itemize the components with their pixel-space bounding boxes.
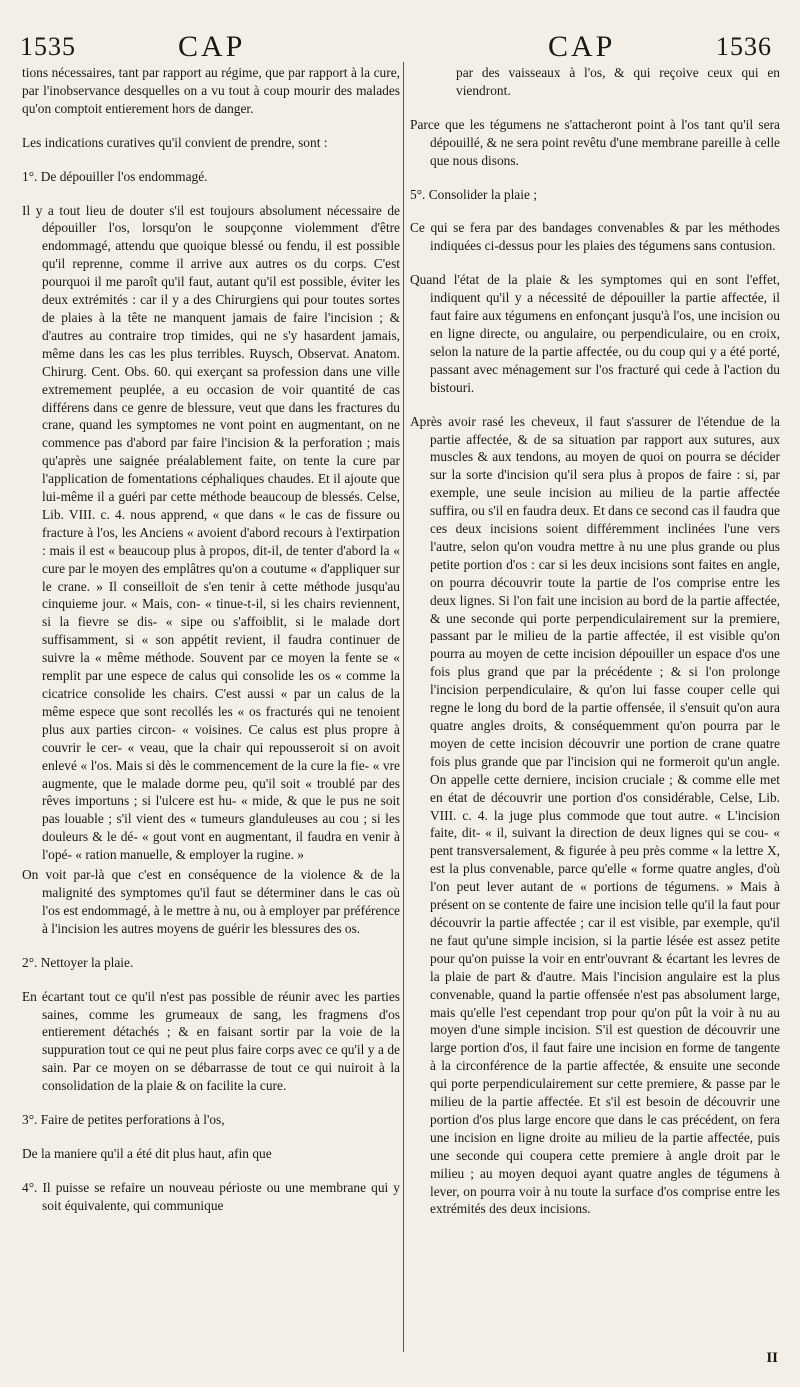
paragraph: On voit par-là que c'est en conséquence de la violence & de la malignité des symptomes qu'il faut se déterminer dans le cas où l'os est endommagé, à le mettre à nu, ou à employer par préférence à l'incision les autres moyens de guérir les blessures des os. (22, 867, 400, 936)
section-heading: 4°. Il puisse se refaire un nouveau périoste ou une membrane qui y soit équivalente, qui communique (22, 1179, 400, 1213)
section-heading: 2°. Nettoyer la plaie. (22, 954, 134, 970)
left-column (22, 64, 400, 1225)
paragraph: Quand l'état de la plaie & les symptomes qui en sont l'effet, indiquent qu'il y a nécessité de dépouiller la partie affectée, il faut faire aux tégumens en enfonçant jusqu'à l'os, une incision ou en ligne directe, ou angulaire, ou perpendiculaire, ou en croix, selon la nature de la partie affectée, ou du coup qui y a été porté, passant avec ménagement sur l'os fracturé qui cede à l'action du bistouri. (410, 272, 780, 395)
paragraph: tions nécessaires, tant par rapport au régime, que par rapport à la cure, par l'inobservance desquelles on a vu tout à coup mourir des malades qu'on comptoit entierement hors de danger. (22, 65, 400, 116)
paragraph: En écartant tout ce qu'il n'est pas possible de réunir avec les parties saines, comme les grumeaux de sang, les fragmens d'os entierement détachés ; & en faisant sortir par la voie de la suppuration tout ce qui ne peut plus faire corps avec ce qu'il y a de sain. Par ce moyen on se débarrasse de tout ce qui nuiroit à la consolidation de la plaie & on facilite la cure. (22, 988, 400, 1094)
section-heading: 1°. De dépouiller l'os endommagé. (22, 168, 208, 184)
paragraph: par des vaisseaux à l'os, & qui reçoive ceux qui en viendront. (456, 65, 780, 98)
right-column (410, 64, 780, 1228)
paragraph: Les indications curatives qu'il convient de prendre, sont : (22, 134, 328, 150)
right-running-head: CAP (548, 30, 616, 63)
right-page-number: 1536 (716, 32, 772, 61)
paragraph: Il y a tout lieu de douter s'il est toujours absolument nécessaire de dépouiller l'os, lorsqu'on le soupçonne violemment d'être endommagé, attendu que quoique blessé ou fendu, il est possible qu'il reprenne, comme il arrive aux autres os du corps. C'est pourquoi il me paroît qu'il faut, autant qu'il est possible, éviter les deux extrémités : car il y a des Chirurgiens qui pour toutes sortes de plaies à la tête ne manquent jamais de faire l'incision ; & d'autres au contraire trop timides, qui ne s'y hasardent jamais, même dans les cas les plus terribles. Ruysch, Observat. Anatom. Chirurg. Cent. Obs. 60. qui exerçant sa profession dans une ville extremement peuplée, a eu occasion de voir quantité de cas différens dans ce genre de blessure, veut que dans les fractures du crane, quand les symptomes ne vont point en augmentant, on ne commence pas d'abord par faire l'incision & la perforation ; mais qu'après une saignée préalablement faite, on tente la cure par l'application de fomentations céphaliques chaudes. Et il ajoute que lui-même il a guéri par cette méthode beaucoup de blessés. Celse, Lib. VIII. c. 4. nous apprend, « que dans « le cas de fissure ou fracture à l'os, les Anciens « avoient d'abord recours à l'extirpation : mais il est « beaucoup plus à propos, dit-il, de tenter d'abord la « cure par le moyen des emplâtres qu'on a coutume « d'appliquer sur le crane. » Il conseilloit de s'en tenir à cette méthode jusqu'au cinquieme jour. « Mais, con- « tinue-t-il, si les chairs reviennent, si la fievre se dis- « sipe ou s'affoiblit, si le malade dort suffisamment, si « son appétit revient, il faudra continuer de suivre la « même méthode. Souvent par ce moyen la fente se « remplit par une espece de calus qui consolide les os « comme la cicatrice consolide les chairs. C'est aussi « par un calus de la même espece que sont recollés les « os fracturés qui ne tenoient plus aux parties circon- « voisines. Ce calus est plus propre à couvrir le cer- « veau, que la chair qui repousseroit si on avoit enlevé « l'os. Mais si dès le commencement de la cure la fie- « vre augmente, que le malade dorme peu, qu'il soit « troublé par des rêves importuns ; si l'ulcere est hu- « mide, & que le pus ne soit pas louable ; s'il vient des « tumeurs glanduleuses au cou ; si les douleurs & le dé- « gout vont en augmentant, il faudra en venir à l'opé- « ration manuelle, & employer la rugine. » (22, 202, 400, 863)
paragraph: Parce que les tégumens ne s'attacheront point à l'os tant qu'il sera dépouillé, & ne sera point revêtu d'une membrane pareille à celle que nous disons. (410, 116, 780, 168)
paragraph: Ce qui se fera par des bandages convenables & par les méthodes indiquées ci-dessus pour les plaies des tégumens sans contusion. (410, 220, 780, 254)
paragraph: De la maniere qu'il a été dit plus haut, afin que (22, 1145, 272, 1161)
section-heading: 5°. Consolider la plaie ; (410, 186, 537, 202)
signature-mark: II (766, 1350, 778, 1366)
column-divider (403, 62, 404, 1352)
left-running-head: CAP (178, 30, 246, 63)
left-page-number: 1535 (20, 32, 76, 61)
section-heading: 3°. Faire de petites perforations à l'os, (22, 1112, 225, 1128)
paragraph: Après avoir rasé les cheveux, il faut s'assurer de l'étendue de la partie affectée, & de sa situation par rapport aux sutures, aux muscles & aux tendons, au moyen de quoi on pourra se décider sur la sorte d'incision qu'il sera plus à propos de faire : si, par exemple, une seule incision au milieu de la partie affectée suffira, ou s'il en faudra deux. Et dans ce second cas il faudra que ces deux incisions soient différemment inclinées l'une vers l'autre, selon qu'on voudra mettre à nu une plus grande ou plus petite portion d'os : car si les deux incisions sont faites en angle, on pourra découvrir toute la partie de l'os comprise entre les deux lignes. Si l'on fait une incision au bord de la partie affectée, & une seconde qui porte perpendiculairement sur la premiere, passant par le milieu de la partie affectée, il est visible qu'on pourra au moyen de cette incision dépouiller un espace d'os une fois plus grand que par la précédente ; & si l'on prolonge l'incision perpendiculaire, & qu'on lui fasse couper celle qui regne le long du bord de la partie offensée, il s'ensuit qu'on aura quatre angles droits, & conséquemment qu'on pourra par le moyen de cette incision découvrir une portion de crane quatre fois plus grande que par l'incision qui ne formeroit qu'un angle. On appelle cette derniere, incision cruciale ; & comme elle met en état de découvrir une portion d'os considérable, Celse, Lib. VIII. c. 4. la juge plus commode que tout autre. « L'incision faite, dit- « il, suivant la direction de deux lignes qui se cou- « pent transversalement, & figurée à peu près comme « la lettre X, est la plus convenable, parce qu'elle « forme quatre angles, d'où l'on peut lever autant de « portions de tégumens. » Mais à présent on se contente de faire une incision telle qu'il la faut pour découvrir la partie affectée ; car il est visible, par exemple, qu'il ne faut qu'une simple incision, si la partie lésée est assez petite pour qu'on puisse la voir en entr'ouvrant & écartant les levres de la plaie de part & d'autre. Mais l'incision angulaire est la plus convenable, quand la partie offensée n'est pas absolument large, mais qu'elle l'est cependant trop pour qu'on pût la voir à nu au moyen d'une simple incision. S'il est question de découvrir une large portion d'os, il faut faire une incision en forme de tangente à la circonférence de la partie affectée, & ensuite une seconde qui porte perpendiculairement sur cette premiere, & passe par le milieu de la partie affectée. Et s'il est besoin de découvrir une portion d'os plus large encore que dans le cas précédent, on fera une incision en ligne droite au milieu de la partie affectée, puis une seconde qui coupera cette premiere à angle droit par le milieu ; au moyen dequoi ayant quatre angles de tégumens à lever, on pourra voir à nu toute la surface d'os comprise entre les extrémités des deux incisions. (410, 413, 780, 1217)
